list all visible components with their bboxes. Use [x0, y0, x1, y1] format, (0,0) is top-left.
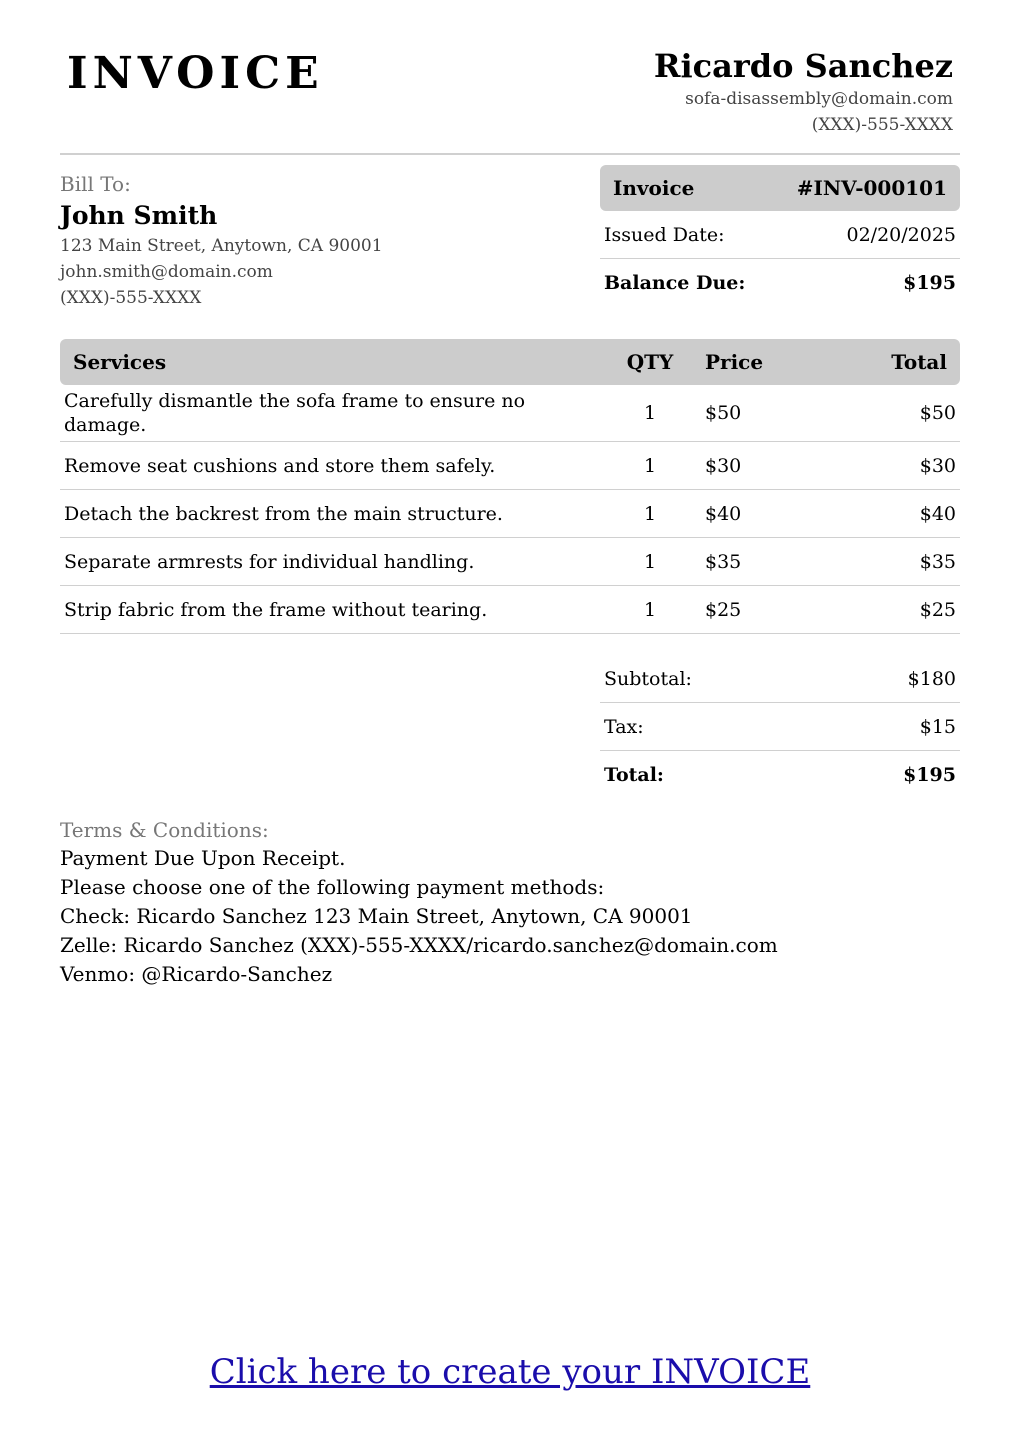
total-label: Total:: [604, 763, 664, 786]
subtotal-value: $180: [907, 667, 956, 690]
create-invoice-link[interactable]: Click here to create your INVOICE: [209, 1352, 811, 1392]
service-price: $40: [705, 502, 742, 525]
invoice-number-header: [600, 165, 960, 211]
service-qty: 1: [643, 550, 657, 573]
service-description: Carefully dismantle the sofa frame to ensure no damage.: [64, 390, 526, 436]
service-total: $35: [919, 550, 956, 573]
bill-to-label: Bill To:: [60, 172, 131, 196]
balance-due-row: [600, 259, 960, 306]
services-table: [60, 339, 960, 634]
service-total: $40: [919, 502, 956, 525]
services-table-header: [60, 339, 960, 385]
terms-section: [60, 816, 960, 989]
tax-value: $15: [919, 715, 956, 738]
table-row: [60, 586, 960, 634]
subtotal-row: [600, 655, 960, 703]
bill-to-email: john.smith@domain.com: [60, 262, 273, 282]
header-divider: [60, 153, 960, 155]
terms-line: Please choose one of the following payment methods:: [60, 875, 605, 899]
balance-due-value: $195: [903, 271, 956, 294]
table-row: [60, 490, 960, 538]
terms-line: Zelle: Ricardo Sanchez (XXX)-555-XXXX/ricardo.sanchez@domain.com: [60, 933, 778, 957]
table-row: [60, 538, 960, 586]
service-description: Remove seat cushions and store them safely.: [64, 454, 496, 477]
header-price: Price: [705, 350, 764, 374]
service-price: $50: [705, 402, 742, 424]
service-price: $25: [705, 598, 742, 621]
header-services: Services: [73, 350, 167, 374]
bill-to-section: [60, 170, 580, 311]
service-total: $50: [919, 402, 956, 424]
invoice-label: Invoice: [613, 176, 695, 200]
terms-line: Payment Due Upon Receipt.: [60, 846, 346, 870]
service-description: Detach the backrest from the main structure.: [64, 502, 503, 525]
service-total: $30: [919, 454, 956, 477]
service-description: Separate armrests for individual handling.: [64, 550, 475, 573]
service-qty: 1: [643, 454, 657, 477]
sender-name: Ricardo Sanchez: [653, 47, 953, 85]
invoice-number: #INV-000101: [796, 176, 947, 200]
total-row: [600, 751, 960, 798]
bill-to-phone: (XXX)-555-XXXX: [60, 288, 202, 308]
totals-section: [600, 655, 960, 798]
service-total: $25: [919, 598, 956, 621]
issued-date-value: 02/20/2025: [846, 223, 956, 246]
tax-label: Tax:: [604, 715, 644, 738]
table-row: [60, 442, 960, 490]
total-value: $195: [903, 763, 956, 786]
service-qty: 1: [643, 502, 657, 525]
issued-date-row: [600, 211, 960, 259]
tax-row: [600, 703, 960, 751]
subtotal-label: Subtotal:: [604, 667, 692, 690]
create-invoice-cta: [0, 1352, 1020, 1392]
header-qty: QTY: [626, 350, 674, 374]
service-price: $30: [705, 454, 742, 477]
terms-line: Check: Ricardo Sanchez 123 Main Street, Anytown, CA 90001: [60, 904, 693, 928]
service-qty: 1: [643, 402, 657, 424]
table-row: [60, 385, 960, 442]
sender-email: sofa-disassembly@domain.com: [685, 89, 953, 109]
service-description: Strip fabric from the frame without tearing.: [64, 598, 488, 621]
service-price: $35: [705, 550, 742, 573]
terms-line: Venmo: @Ricardo-Sanchez: [60, 962, 333, 986]
issued-date-label: Issued Date:: [604, 223, 725, 246]
bill-to-name: John Smith: [60, 201, 218, 230]
sender-phone: (XXX)-555-XXXX: [811, 115, 953, 135]
invoice-title: INVOICE: [67, 48, 324, 99]
service-qty: 1: [643, 598, 657, 621]
header-total: Total: [891, 350, 947, 374]
terms-label: Terms & Conditions:: [60, 818, 269, 842]
sender-info: [453, 46, 953, 138]
invoice-info-box: [600, 165, 960, 306]
bill-to-address: 123 Main Street, Anytown, CA 90001: [60, 236, 383, 256]
balance-due-label: Balance Due:: [604, 271, 746, 294]
